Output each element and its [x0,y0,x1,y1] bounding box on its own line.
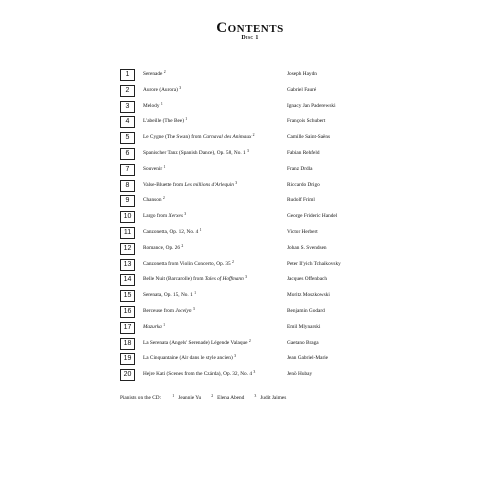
disc-label: Disc 1 [241,35,259,41]
pianist-footnote-mark: 2 [252,133,255,138]
track-title-text: La Serenata (Angels' Serenade) Légende Valaque [143,339,248,346]
pianist-footnote-mark: 2 [181,243,184,248]
track-composer: Moritz Moszkowski [287,292,330,299]
pianist-name: Judit Jaimes [260,395,287,401]
track-row [120,164,420,180]
track-number-box: 16 [120,306,135,318]
track-composer: Benjamin Godard [287,307,325,314]
track-number-box: 15 [120,290,135,302]
track-number-box: 7 [120,164,135,176]
track-number-box: 4 [120,116,135,128]
track-number-box: 2 [120,85,135,97]
track-row [120,211,420,227]
pianist-footnote-mark: 1 [185,117,188,122]
track-title-italic: Les millions d'Arlequin [184,181,234,188]
track-title [143,275,283,283]
pianist-footnote-mark: 3 [235,180,238,185]
track-number-box: 14 [120,274,135,286]
track-title [143,370,283,378]
track-title [143,291,283,299]
track-composer: Rudolf Friml [287,197,315,204]
track-title-text: Le Cygne (The Swan) from [143,134,203,141]
track-number-box: 17 [120,322,135,334]
pianists-label: Pianists on the CD: [120,395,162,401]
track-composer: Emil Mlynarski [287,323,321,330]
track-title-text: Hejre Kati (Scenes from the Czárda), Op. 32, No. 4 [143,371,252,378]
track-composer: Johan S. Svendsen [287,244,327,251]
track-number-box: 1 [120,69,135,81]
track-title [143,165,283,173]
track-title [143,181,283,189]
track-title-italic: Jocelyn [175,307,192,314]
track-title-text: Aurore (Aurora) [143,86,178,93]
track-title-text: Melody [143,102,160,109]
track-title-text: Romance, Op. 26 [143,244,181,251]
pianist-mark: 3 [254,394,257,398]
track-list [120,69,420,385]
track-row [120,180,420,196]
track-title-text: Belle Nuit (Barcarolle) from [143,276,205,283]
track-composer: Victor Herbert [287,228,318,235]
track-title [143,149,283,157]
track-composer: Peter Il'yich Tchaikovsky [287,260,341,267]
track-title-text: Souvenir [143,165,163,172]
track-row [120,132,420,148]
track-row [120,116,420,132]
track-composer: Joseph Haydn [287,71,317,77]
pianist-footnote-mark: 3 [234,354,236,359]
track-title-text: Serenade [143,71,163,77]
track-row [120,195,420,211]
track-title [143,244,283,252]
pianist-footnote-mark: 1 [160,101,163,106]
track-row [120,353,420,369]
track-row [120,243,420,259]
pianist-footnote-mark: 2 [162,196,165,201]
pianist-footnote-mark: 3 [253,370,256,375]
track-title-text: Canzonetta from Violin Concerto, Op. 35 [143,260,231,267]
track-number-box: 8 [120,180,135,192]
track-row [120,369,420,385]
track-number-box: 12 [120,243,135,255]
track-title [143,260,283,268]
track-composer: Jean Gabriel-Marie [287,355,329,362]
pianist-footnote-mark: 1 [163,164,166,169]
track-number-box: 9 [120,195,135,207]
track-composer: Gabriel Fauré [287,86,317,93]
track-title-text: Spanischer Tanz (Spanish Dance), Op. 58, No. 1 [143,149,246,156]
pianist-mark: 2 [211,394,214,398]
pianist-footnote-mark: 1 [199,227,202,232]
pianist-name: Elena Abend [217,395,245,401]
pianist-footnote-mark: 1 [163,322,166,327]
track-composer: Jacques Offenbach [287,276,328,283]
track-title-italic: Tales of Hoffmann [204,276,244,283]
track-title-text: Berceuse from [143,307,176,314]
track-composer: Riccardo Drigo [287,181,320,188]
track-number-box: 20 [120,369,135,381]
track-title [143,323,283,331]
track-composer: Jenö Hubay [287,371,313,378]
pianist-name: Jeannie Yu [178,395,202,401]
track-composer: Franz Drdla [287,165,313,172]
track-title [143,339,283,347]
track-title [143,307,283,315]
pianist-footnote-mark: 3 [184,212,187,217]
track-row [120,274,420,290]
track-title [143,117,283,125]
track-title-text: L'abeille (The Bee) [143,118,184,125]
pianist-footnote-mark: 3 [192,306,195,311]
pianist-footnote-mark: 3 [246,148,249,153]
track-title [143,133,283,141]
track-composer: Gaetano Braga [287,339,319,346]
track-number-box: 10 [120,211,135,223]
page-title: Contents [216,20,284,36]
pianist-footnote-mark: 3 [245,275,247,280]
track-number-box: 18 [120,338,135,350]
track-title-text: Canzonetta, Op. 12, No. 4 [143,228,199,235]
track-title [143,70,283,78]
pianist-footnote-mark: 2 [248,338,251,343]
track-composer: François Schubert [287,118,326,125]
track-row [120,290,420,306]
track-number-box: 19 [120,353,135,365]
track-title [143,228,283,236]
track-title [143,212,283,220]
track-title [143,102,283,110]
track-title [143,196,283,204]
track-composer: George Frideric Handel [287,213,338,220]
track-number-box: 13 [120,259,135,271]
track-row [120,101,420,117]
track-number-box: 6 [120,148,135,160]
track-title-text: Valse-Bluette from [143,181,185,188]
track-row [120,306,420,322]
track-title-italic: Carnaval des Animaux [202,134,252,141]
track-title-text: Largo from [143,213,169,220]
track-title [143,354,283,362]
track-title-text: Chanson [143,197,162,204]
track-row [120,148,420,164]
pianists-footnote [120,394,286,402]
track-title-italic: Mazurka [143,323,162,330]
pianist-mark: 1 [172,394,175,398]
track-title-text: La Cinquantaine (Air dans le style ancien) [143,355,233,362]
pianist-footnote-mark: 3 [179,85,182,90]
track-row [120,85,420,101]
track-number-box: 11 [120,227,135,239]
track-composer: Fabian Rehfeld [287,149,320,156]
track-row [120,69,420,85]
track-row [120,322,420,338]
track-row [120,227,420,243]
pianist-footnote-mark: 1 [194,291,196,296]
track-title-italic: Xerxes [168,213,183,220]
track-composer: Ignacy Jan Paderewski [287,102,336,109]
track-title-text: Serenata, Op. 15, No. 1 [143,292,193,299]
track-title [143,86,283,94]
pianist-footnote-mark: 2 [232,259,234,264]
track-number-box: 3 [120,101,135,113]
pianist-footnote-mark: 2 [163,70,166,74]
track-row [120,338,420,354]
track-row [120,259,420,275]
track-number-box: 5 [120,132,135,144]
track-composer: Camille Saint-Saëns [287,134,331,141]
